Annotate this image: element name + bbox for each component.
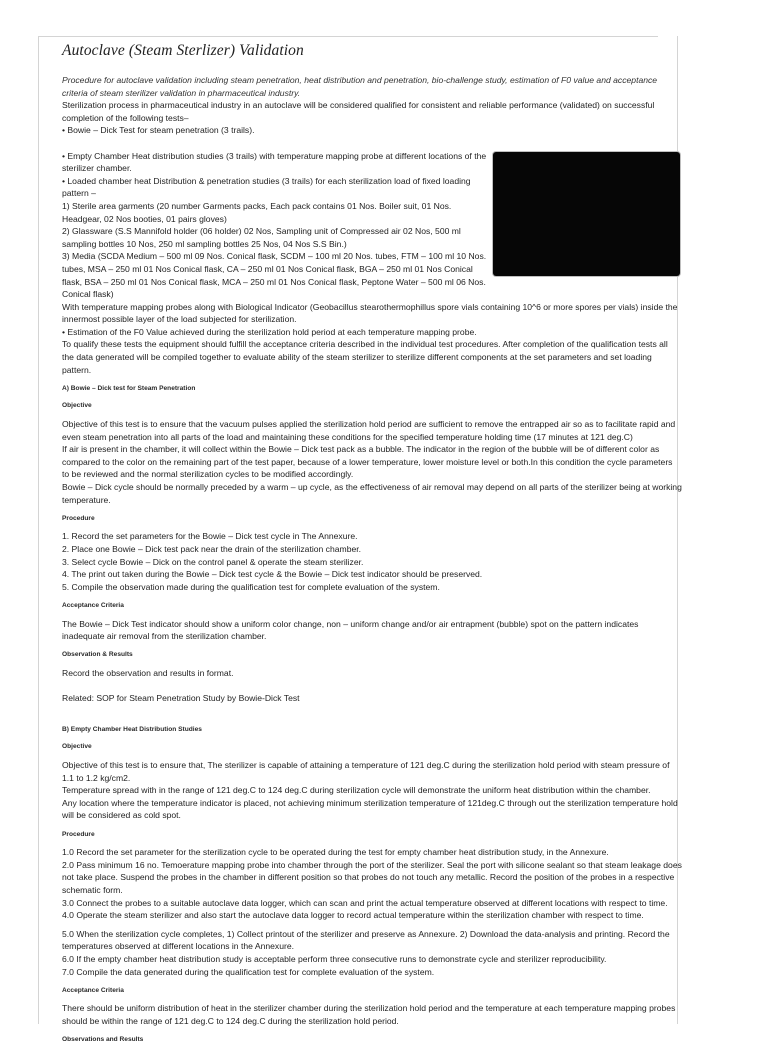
list-item: • Loaded chamber heat Distribution & penetration studies (3 trails) for each sterilization load of fixed loading pattern – bbox=[62, 175, 471, 199]
procedure-step: 5.0 When the sterilization cycle completes, 1) Collect printout of the sterilizer and preserve as Annexure. 2) Download the data-analysis and printing. Record the temperatures observed at different locations in the Annexure. bbox=[62, 928, 670, 952]
list-item: • Empty Chamber Heat distribution studies (3 trails) with temperature mapping probe at different locations of the sterilizer chamber. bbox=[62, 150, 487, 174]
procedure-step: 3.0 Connect the probes to a suitable autoclave data logger, which can scan and print the actual temperature observed at different locations with respect to time. bbox=[62, 897, 668, 908]
test-list bbox=[62, 150, 490, 301]
section-a-procedure-label: Procedure bbox=[62, 514, 95, 522]
paragraph: Objective of this test is to ensure that, The sterilizer is capable of attaining a temperature of 121 deg.C during the sterilization hold period with steam pressure of 1.1 to 1.2 kg/cm2. bbox=[62, 760, 670, 783]
list-item: 1) Sterile area garments (20 number Garments packs, Each pack contains 01 Nos. Boiler suit, 01 Nos. Headgear, 02 Nos booties, 01 pairs gloves) bbox=[62, 200, 452, 224]
section-a-acceptance-label: Acceptance Criteria bbox=[62, 601, 124, 609]
procedure-step: 4.0 Operate the steam sterilizer and also start the autoclave data logger to record actual temperature within the sterilization chamber with respect to time. bbox=[62, 910, 644, 921]
document-body bbox=[62, 42, 682, 1052]
paragraph: There should be uniform distribution of heat in the sterilizer chamber during the sterilization hold period and the temperature at each temperature mapping probes should be within the range of 121 deg.C to 124 deg.C during the sterilization hold period. bbox=[62, 1003, 676, 1026]
qualify-text: To qualify these tests the equipment should fulfill the acceptance criteria described in the individual test procedures. After completion of the qualification tests all the data generated will be compiled together to evaluate ability of the steam sterilizer to sterilize different components at the set parameters and set loading pattern. bbox=[62, 339, 668, 375]
bowie-item: • Bowie – Dick Test for steam penetration (3 trails). bbox=[62, 125, 255, 136]
procedure-step: 4. The print out taken during the Bowie – Dick test cycle & the Bowie – Dick test indicator should be preserved. bbox=[62, 569, 483, 580]
procedure-step: 6.0 If the empty chamber heat distribution study is acceptable perform three consecutive runs to demonstrate cycle and sterilizer reproducibility. bbox=[62, 953, 607, 964]
list-item: 3) Media (SCDA Medium – 500 ml 09 Nos. Conical flask, SCDM – 100 ml 20 Nos. tubes, FTM – 100 ml 10 Nos. tubes, MSA – 250 ml 01 Nos Conical flask, CA – 250 ml 01 Nos Conical flask, BGA – 250 ml 01 Nos Conical flask, BSA – 250 ml 01 Nos Conical flask, MCA – 250 ml 01 Nos Conical flask, Peptone Water – 500 ml 06 Nos. Conical flask) bbox=[62, 251, 487, 300]
related-link[interactable]: Related: SOP for Steam Penetration Study by Bowie-Dick Test bbox=[62, 693, 300, 704]
procedure-step: 1.0 Record the set parameter for the sterilization cycle to be operated during the test for empty chamber heat distribution study, in the Annexure. bbox=[62, 847, 609, 858]
procedure-step: 7.0 Compile the data generated during the qualification test for complete evaluation of the system. bbox=[62, 966, 435, 977]
paragraph: Objective of this test is to ensure that the vacuum pulses applied the sterilization hold period are sufficient to remove the entrapped air so as to facilitate rapid and even steam penetration into all parts of the load and maintaining these conditions for the specified temperature holding time (17 minutes at 121 deg.C) bbox=[62, 419, 676, 442]
section-a bbox=[62, 383, 682, 717]
intro-text: Procedure for autoclave validation including steam penetration, heat distribution and penetration, bio-challenge study, estimation of F0 value and acceptance criteria of steam sterilizer validation in pharmaceutical industry. bbox=[62, 75, 658, 98]
section-b-objective-label: Objective bbox=[62, 743, 92, 751]
page-title: Autoclave (Steam Sterlizer) Validation bbox=[62, 42, 304, 59]
section-a-heading: A) Bowie – Dick test for Steam Penetration bbox=[62, 384, 196, 392]
bio-indicator-text: With temperature mapping probes along with Biological Indicator (Geobacillus stearothermophillus spore vials containing 10^6 or more spores per vials) inside the innermost possible layer of the load subjected for sterilization. bbox=[62, 301, 678, 325]
section-a-objective-label: Objective bbox=[62, 402, 92, 410]
paragraph: Temperature spread with in the range of 121 deg.C to 124 deg.C during sterilization cycle will demonstrate the uniform heat distribution within the chamber. bbox=[62, 785, 651, 796]
procedure-step: 2.0 Pass minimum 16 no. Temoerature mapping probe into chamber through the port of the sterilizer. Seal the port with silicone sealant so that steam leakage does not take place. Suspend the probes in the chamber in different position so that probes do not touch any metallic. Record the position of the probes in a respective schematic form. bbox=[62, 859, 682, 895]
procedure-step: 2. Place one Bowie – Dick test pack near the drain of the sterilization chamber. bbox=[62, 543, 362, 554]
section-b-acceptance-label: Acceptance Criteria bbox=[62, 986, 124, 994]
procedure-step: 1. Record the set parameters for the Bowie – Dick test cycle in The Annexure. bbox=[62, 531, 358, 542]
section-b bbox=[62, 724, 682, 1045]
paragraph: If air is present in the chamber, it will collect within the Bowie – Dick test pack as a bubble. The indicator in the region of the bubble will be of different color as compared to the color on the remaining part of the test paper, because of a lower temperature, lower moisture level or both.In this condition the cycle parameters to be reviewed and the normal sterilization cycles to be modified accordingly. bbox=[62, 444, 673, 480]
section-b-procedure-label: Procedure bbox=[62, 830, 95, 838]
section-a-observation-label: Observation & Results bbox=[62, 651, 133, 659]
procedure-step: 3. Select cycle Bowie – Dick on the control panel & operate the steam sterilizer. bbox=[62, 556, 364, 567]
f0-item: • Estimation of the F0 Value achieved during the sterilization hold period at each temperature mapping probe. bbox=[62, 326, 477, 337]
section-b-heading: B) Empty Chamber Heat Distribution Studies bbox=[62, 725, 202, 733]
paragraph: Any location where the temperature indicator is placed, not achieving minimum sterilization temperature of 121deg.C through out the sterilization temperature hold will be considered as cold spot. bbox=[62, 797, 678, 821]
lead-text: Sterilization process in pharmaceutical industry in an autoclave will be considered qualified for consistent and reliable performance (validated) on successful completion of the following tests– bbox=[62, 100, 655, 123]
paragraph: The Bowie – Dick Test indicator should show a uniform color change, non – uniform change and/or air entrapment (bubble) spot on the pattern indicates inadequate air removal from the sterilization chamber. bbox=[62, 618, 639, 642]
list-item: 2) Glassware (S.S Mannifold holder (06 holder) 02 Nos, Sampling unit of Compressed air 02 Nos, 500 ml sampling bottles 10 Nos, 250 ml sampling bottles 25 Nos, 04 Nos S.S Bin.) bbox=[62, 226, 461, 249]
paragraph: Record the observation and results in format. bbox=[62, 667, 234, 678]
procedure-step: 5. Compile the observation made during the qualification test for complete evaluation of the system. bbox=[62, 581, 440, 592]
section-b-observation-label: Observations and Results bbox=[62, 1036, 144, 1044]
paragraph: Bowie – Dick cycle should be normally preceded by a warm – up cycle, as the effectiveness of air removal may depend on all parts of the sterilizer being at working temperature. bbox=[62, 482, 682, 505]
